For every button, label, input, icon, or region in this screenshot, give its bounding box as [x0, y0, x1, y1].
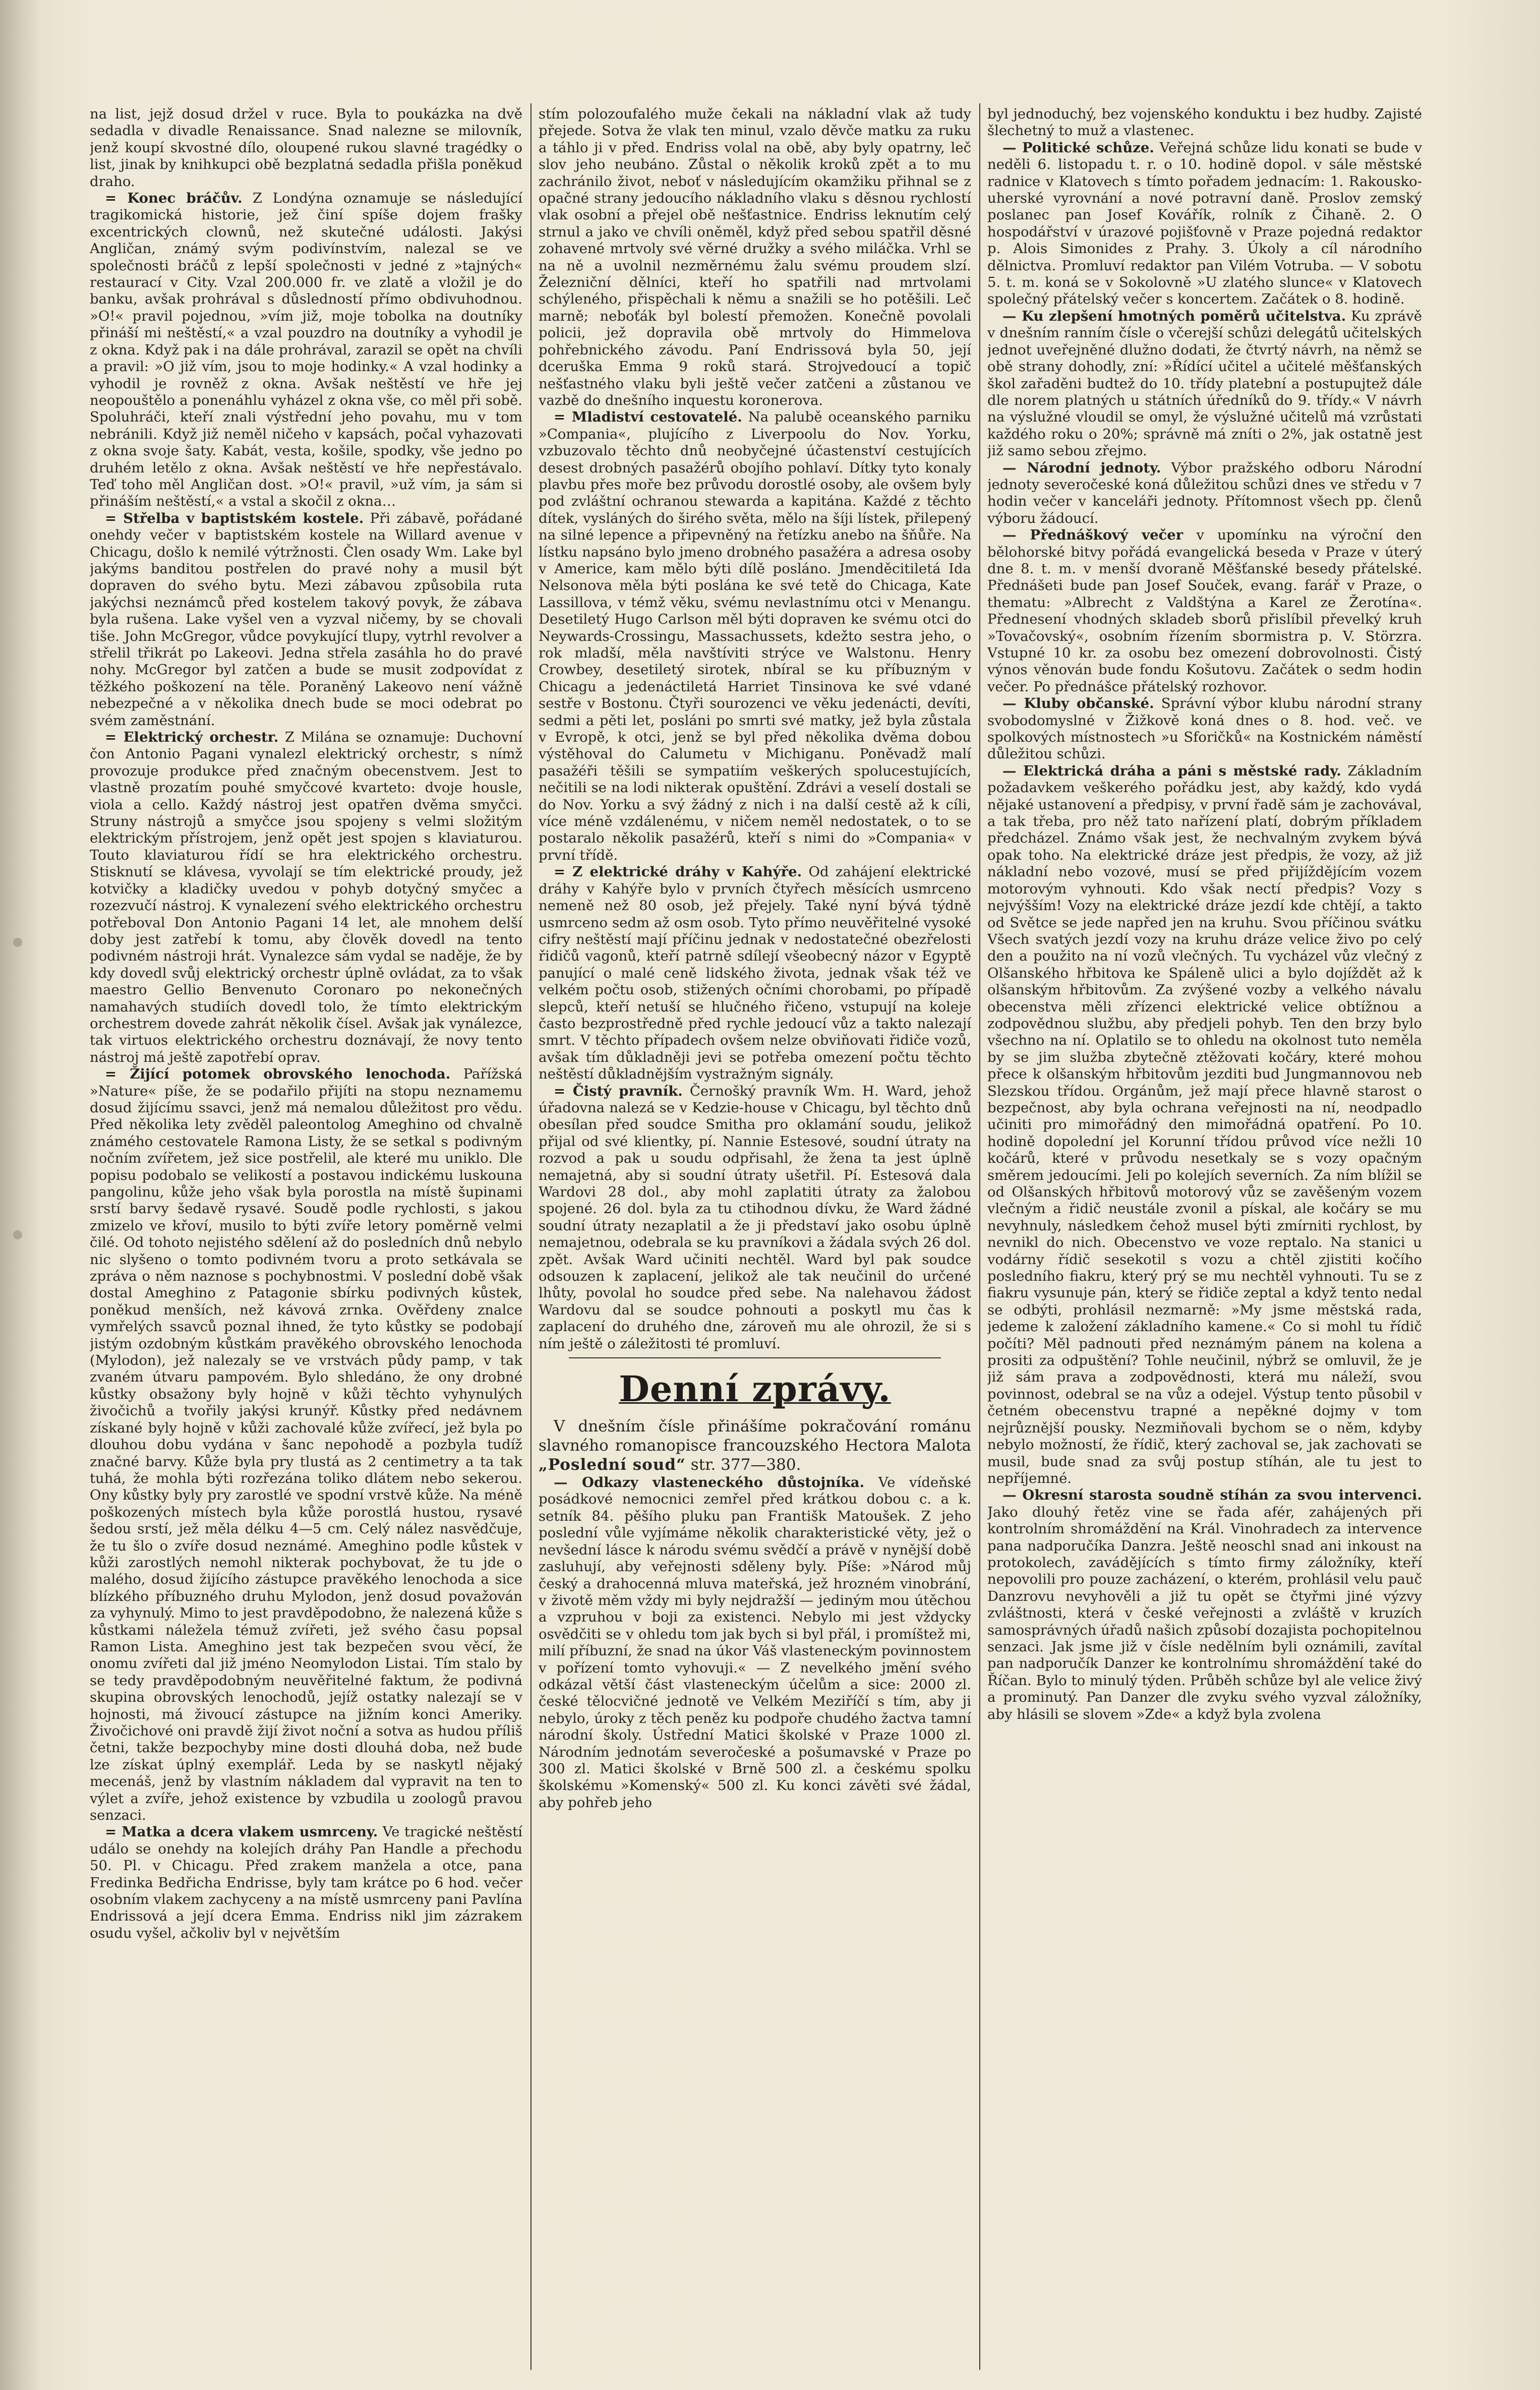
article-text: Pařížská »Nature« píše, že se podařilo přijíti na stopu neznamemu dosud žijícímu ssavci, jenž má nemalou důležitost pro vědu. Před několika lety zvěděl paleontolog Ameghino od chvalně známého cestovatele Ramona Listy, že se setkal s podivným nočním zvířetem, jež sice postřelil, ale které mu uniklo. Dle popisu podobalo se velikostí a postavou indickému luskouna pangolinu, kůže jeho však byla porostla na místě šupinami srstí barvy šedavě rysavé. Soudě podle rychlosti, s jakou zmizelo ve křoví, musilo to býti zvíře letory poměrně velmi čilé. Od tohoto nejistého sdělení až do posledních dnů nebylo nic slyšeno o tomto podivném tvoru a proto setkávala se zpráva o něm naznose s pochybnostmi. V poslední době však dostal Ameghino z Patagonie sbírku podivných kůstek, poněkud menších, než kávová zrnka. Ověřdeny znalce vymřelých ssavců poznal ihned, že tyto kůstky se podobají jistým ozdobným kůstkám pravěkého obrovského lenochoda (Mylodon), jež nalezaly se ve vrstvách půdy pamp, v tak zvaném útvaru pampovém. Bylo shledáno, že ony drobné kůstky obsažony byly hojně v kůži těchto vyhynulých živočichů a tvořily jakýsi krunýř. Kůstky před nedávnem získané byly hojně v kůži zachovalé kůže zvířecí, jež byla po dlouhou dobu vydána v šanc nepohodě a pozbyla tudíž značné barvy. Kůže byla pry tlustá as 2 centimetry a ta tak tuhá, že mohla býti rozřezána toliko dlátem nebo sekerou. Ony kůstky byly pry zarostlé ve spodní vrstvě kůže. Na méně poškozených místech byla kůže porostlá hustou, rysavé šedou srstí, jež měla délku 4—5 cm. Celý nález nasvědčuje, že tu šlo o zvíře dosud neznámé. Ameghino podle kůstek v kůži zarostlých nemohl nikterak pochybovat, že tu jde o malého, dosud žijícího zástupce pravěkého lenochoda a sice blízkého příbuzného druhu Mylodon, jenž dosud považován za vyhynulý. Mimo to jest pravděpodobno, že nalezená kůže s kůstkami náležela témuž zvířeti, jež svého času popsal Ramon Lista. Ameghino jest tak bezpečen svou věcí, že onomu zvířeti dal již jméno Neomylodon Listai. Tím stalo by se tedy pravděpodobným neuvěřitelné faktum, že podivná skupina obrovských lenochodů, jejíž ostatky nalezají se v hojnosti, má živoucí zástupce na jižním konci Ameriky. Živočichové oni pravdě žijí život noční a sotva as hudou příliš četni, takže bezpochyby mine dosti dlouhá doba, než bude lze získat úplný exemplář. Leda by se naskytl nějaký mecenáš, jenž by vlastním nákladem dal vypravit na ten to výlet a zvíře, jehož existence by vzbudila u zoologů pravou senzaci.: [90, 1066, 522, 1824]
article-headline: — Odkazy vlasteneckého důstojníka.: [554, 1474, 865, 1491]
article-headline: = Žijící potomek obrovského lenochoda.: [105, 1066, 451, 1083]
binding-hole: [13, 938, 22, 947]
article-continuation: [539, 106, 971, 409]
news-article: [90, 1824, 522, 1942]
article-text: stím polozoufalého muže čekali na nákladní vlak až tudy přejede. Sotva že vlak ten minul, vzalo děvče matku za ruku a táhlo ji v před. Endriss volal na obě, aby byly opatrny, leč slov jeho neubáno. Zůstal o několik kroků zpět a to mu zachránilo život, neboť v následujícím okamžiku přihnal se z opačné strany jedoucího nákladního vlaku s děsnou rychlostí vlak osobní a přejel obě nešťastnice. Endriss leknutím celý strnul a jako ve chvíli oněměl, když před sebou spatřil děsné zohavené mrtvoly své věrné družky a svého miláčka. Vrhl se na ně a uvolnil nezměrnému žalu svému proudem slzí. Železniční dělníci, kteří ho spatřili nad mrtvolami schýleného, přispěchali k němu a snažili se ho potěšili. Leč marně; neboťák byl bolestí přemožen. Konečně povolali policii, jež dopravila obě mrtvoly do Himmelova pohřebnického závodu. Paní Endrissová byla 50, její dceruška Emma 9 roků stará. Strojvedoucí a topič nešťastného vlaku byli ještě večer zatčeni a zůstanou ve vazbě do dnešního inquestu koronerova.: [539, 106, 971, 408]
article-text: Veřejná schůze lidu konati se bude v neděli 6. listopadu t. r. o 10. hodině dopol. v sále městské radnice v Klatovech s tímto pořadem jednacím: 1. Rakousko-uherské vyrovnání a nové potravní daně. Proslov zemský poslanec pan Josef Kovářík, rolník z Čihaně. 2. O hospodářství v úrazové pojišťovně v Praze pojedná redaktor p. Alois Simonides z Prahy. 3. Úkoly a cíl národního dělnictva. Promluví redaktor pan Vilém Votruba. — V sobotu 5. t. m. koná se v Sokolovně »U zlatého slunce« v Klatovech společný přátelský večer s koncertem. Začátek o 8. hodině.: [987, 139, 1422, 308]
section-divider: [569, 1357, 941, 1358]
article-text: Ku zprávě v dnešním ranním čísle o včerejší schůzi delegátů učitelských jednot uveřejněné dlužno dodati, že čtvrtý návrh, na němž se obě strany dohodly, zní: »Řídící učitel a učitelé měšťanských škol zařaděni budtež do 10. třídy platební a postupujtež dále dle norem platných u státních úředníků do 9. třídy.« V návrh na výslužné vloudil se omyl, že výslužné učitelů má vzrůstati každého roku o 20%; správně má zníti o 2%, jak ostatně jest již samo sebou zřejmo.: [987, 308, 1422, 459]
article-headline: — Kluby občanské.: [1002, 695, 1154, 712]
article-headline: = Čistý pravník.: [554, 1083, 683, 1099]
article-text: Ve vídeňské posádkové nemocnici zemřel před krátkou dobou c. a k. setník 84. pěšího pluku pan Františk Matoušek. Z jeho poslední vůle vyjímáme několik charakteristické věty, jež o nevšední lásce k národu svému svědčí a právě v nynější době zasluhují, aby veřejnosti sděleny byly. Píše: »Národ můj český a drahocenná mluva mateřská, jež hrozném vinobrání, v životě měm vždy mi byly nejdražší — jediným mou útěchou a vzpruhou v boji za existenci. Nebylo mi jest vždycky osvědčiti se v ohledu tom jak bych si byl přál, i promíštež mi, milí příbuzní, že snad na úkor Váš vlasteneckým povinnostem v pořízení tomto vyhovuji.« — Z nevelkého jmění svého odkázal větší část vlasteneckým účelům a sice: 2000 zl. české tělocvičné jednotě ve Velkém Meziříčí s tím, aby ji nebylo, úroky z těch peněz ku podpoře chudého žactva tamní národní školy. Ústřední Matici školské v Praze 1000 zl. Národním jednotám severočeské a pošumavské v Praze po 300 zl. Matici školské v Brně 500 zl. a českému spolku školskému »Komenský« 500 zl. Ku konci závěti své žádal, aby pohřeb jeho: [539, 1474, 971, 1811]
text-column-2: [539, 106, 971, 2370]
article-text: na list, jejž dosud držel v ruce. Byla to poukázka na dvě sedadla v divadle Renaissance. Snad nalezne se milovník, jenž koupí skvostné dílo, oloupené rukou slavné tragédky o list, jinak by knihkupci obě bezplatná sedadla přišla poněkud draho.: [90, 106, 522, 190]
article-headline: — Ku zlepšení hmotných poměrů učitelstva.: [1002, 308, 1346, 324]
article-text: Černošký pravník Wm. H. Ward, jehož úřadovna nalezá se v Kedzie-house v Chicagu, byl těchto dnů obesílan před soudce Smitha pro oklamání soudu, jelikož přijal od své klientky, pí. Nannie Estesové, soudní útraty na rozvod a pak u soudu odpřisahl, že žena ta jest úplně nemajetná, aby si soudní útraty ušetřil. Pí. Estesová dala Wardovi 28 dol., aby mohl zaplatiti útraty za žalobou spojené. 26 dol. byla za tu ctihodnou dívku, že Ward žádné soudní útraty nezaplatil a že ji představí jako osobu úplně nemajetnou, odebrala se ku pravníkovi a žádala svých 26 dol. zpět. Avšak Ward učiniti nechtěl. Ward byl pak soudce odsouzen k zaplacení, jelikož ale tak neučinil do určené lhůty, povolal ho soudce před sebe. Na nalehavou žádost Wardovu dal se soudce pohnouti a poskytl mu čas k zaplacení do druhého dne, zároveň mu ale ohrozil, že si s ním ještě o záležitosti té promluví.: [539, 1083, 971, 1352]
column-rule: [979, 103, 980, 2370]
article-text: Základním požadavkem veškerého pořádku jest, aby každý, kdo vydá nějaké ustanovení a předpisy, v první řadě sám je zachovával, a tak třeba, pro něž tato nařízení platí, dobrým příkladem předcházel. Známo však jest, že nechvalným zvykem bývá opak toho. Na elektrické dráze jest předpis, že vozy, až již nákladní nebo vozové, musí se před přijíždějícím vozem motorovým vyhnouti. Kdo však nectí předpis? Vozy s nejvýšším! Vozy na elektrické dráze jezdí kde chtějí, a takto od Světce se jede napřed jen na kruhu. Svou příčinou svátku Všech svatých jezdí vozy na kruhu dráze velice živo po celý den a použito na ní vozů vlečných. Tu vycházel vůz vlečný z Olšanského hřbitova ke Spáleně ulici a bylo dojíždět až k olšanským hřbitovům. Za zvýšené vozby a velkého návalu obecenstva měli zřízenci elektrické velice obtížnou a zodpovědnou službu, aby předjeli pohyb. Ten den brzy bylo všechno na ní. Oplatilo se to ohledu na okolnost tuto neměla by se jim služba zbytečně ztěžovati kočáry, které mohou přece k olšanským hřbitovům jezditi bud Jungmannovou neb Slezskou třídou. Orgánům, jež mají přece hlavně starost o bezpečnost, aby byla ochrana veřejnosti na ní, neodpadlo učiniti pro mimořádný den mimořádná opatření. Po 10. hodině dopolední jel Korunní třídou průvod více nežli 10 kočárů, které v průvodu nesetkaly se s vozy opačným směrem jedoucími. Jeli po kolejích severních. Za ním blížil se od Olšanských hřbitovů motorový vůz se zavěšeným vozem vlečným a řidič neustále zvonil a pískal, ale kočáry se mu nevyhnuly, následkem čehož musel býti zmírniti rychlost, by nevnikl do nich. Obecenstvo ve voze reptalo. Na stanici u vodárny řídič sesekotil s vozu a chtěl zjistiti kočího posledního fiakru, který prý se mu nechtěl vyhnouti. Tu se z fiakru vysunuje pán, který se řidiče zeptal a když tento nedal se odbýti, prohlásil nezmarně: »My jsme městská rada, jedeme k založení základního kamene.« Co si mohl tu řídič počíti? Měl padnouti před neznámým pánem na kolena a prositi za odpuštění? Tohle neučinil, nýbrž se omluvil, že je již sám prava a zodpovědnosti, která mu náleží, svou povinnost, odebral se na vůz a odejel. Výstup tento působil v četném obecenstvu trapné a nepěkné dojmy v tom nejrůznější pousky. Nezmiňovali bychom se o něm, kdyby nebylo možností, že řídič, který zachoval se, jak zachovati se musil, bude snad za svůj postup stíhán, ale tu jest to nepříjemné.: [987, 762, 1422, 1486]
news-article: [90, 1066, 522, 1824]
news-article: [539, 864, 971, 1083]
article-headline: — Elektrická dráha a páni s městské rady.: [1002, 762, 1341, 779]
page-binding-edge: [0, 0, 39, 2390]
news-article: [987, 460, 1422, 527]
news-article: [987, 527, 1422, 695]
news-article: [987, 308, 1422, 460]
news-article: [987, 140, 1422, 308]
article-headline: = Z elektrické dráhy v Kahýře.: [554, 864, 802, 880]
article-text: Z Londýna oznamuje se následující tragikomická historie, jež činí spíše dojem frašky excentrických clownů, než skutečné události. Jakýsi Angličan, známý svým podivínstvím, nalezal se ve společnosti bráčů z lepší společnosti v jedné z »tajných« restaurací v City. Vzal 200.000 fr. ve zlatě a vložil je do banku, avšak prohrával s důsledností přímo obdivuhodnou. »O!« pravil pojednou, »vím již, moje tobolka na doutníky přináší mi neštěstí,« a vzal pouzdro na doutníky a vyhodil je z okna. Když pak i na dále prohrával, zarazil se opět na chvíli a pravil: »O již vím, jsou to moje hodinky.« A vzal hodinky a vyhodil je rovněž z okna. Avšak neštěstí ve hře jej neopouštělo a ponenáhlu vyházel z okna vše, co měl při sobě. Spoluhráči, kteří znali výstřední jeho povahu, mu v tom nebránili. Když již neměl ničeho v kapsách, počal vyhazovati z okna svoje šaty. Kabát, vesta, košile, spodky, vše jedno po druhém letělo z okna. Avšak neštěstí ve hře nepřestávalo. Teď toho měl Angličan dost. »O!« pravil, »už vím, ja sám si přináším neštěstí,« a vstal a skočil z okna…: [90, 190, 522, 510]
news-article: [987, 763, 1422, 1487]
article-text: Jako dlouhý řetěz vine se řada afér, zahájených při kontrolním shromáždění na Král. Vinohradech za intervence pana nadporučíka Danzra. Ještě neoschl snad ani inkoust na protokolech, zavádějících s tímto firmy záložníky, kteří nepovolili pro pouze zacházení, o kterém, prohlásil velu pauč Danzrovu nevyhověli a již tu opět se čtyřmi jiné výzvy zvláštnosti, která v české veřejnosti a zvláště v kruzích samosprávných úřadů našich způsobí dozajista pochopitelnou senzaci. Jak jsme již v čísle nedělním byli oznámili, zavítal pan nadporučík Danzer ke kontrolnímu shromáždění také do Říčan. Bylo to minulý týden. Průběh schůze byl ale velice živý a prominutý. Pan Danzer dle zvyku svého vyzval záložníky, aby hlásili se slovem »Zde« a když byla zvolena: [987, 1504, 1422, 1722]
article-text: Z Milána se oznamuje: Duchovní čon Antonio Pagani vynalezl elektrický orchestr, s nímž provozuje produkce před značným obecenstvem. Jest to vlastně prozatím pouhé smyčcové kvarteto: dvoje housle, viola a cello. Každý nástroj jest opatřen dvěma smyčci. Struny nástrojů a smyčce jsou spojeny s velmi složitým elektrickým přístrojem, jenž opět jest spojen s klaviaturou. Touto klaviaturou řídí se hra elektrického orchestru. Stisknutí se klávesa, vyvolají se tím elektrické proudy, jež kotvičky a kladičky uvedou v pohyb dotyčný smyčec a rozezvučí nástroj. K vynalezení svého elektrického orchestru potřeboval Don Antonio Pagani 14 let, ale mnohem delší doby jest zatřebí k tomu, aby člověk dovedl na tento podivném nástroji hrát. Vynalezce sám vydal se naděje, že by kdy dovedl svůj elektrický orchestr úplně ovládat, za to však maestro Gellio Benvenuto Coronaro po nekonečných namahavých studiích dovedl tolo, že tímto elektrickým orchestrem dovede zahrát několik čísel. Avšak jak vynálezce, tak virtuos elektrického orchestru doznávají, že novy tento nástroj má ještě zapotřebí oprav.: [90, 729, 522, 1065]
news-article: [987, 1487, 1422, 1723]
article-continuation: [987, 106, 1422, 140]
article-text: Výbor pražského odboru Národní jednoty severočeské koná důležitou schůzi dnes ve středu v 7 hodin večer v kanceláři jednoty. Přítomnost všech pp. členů výboru žádoucí.: [987, 459, 1422, 526]
novel-pages: str. 377—380.: [685, 1456, 801, 1474]
article-text: v upomínku na výroční den bělohorské bitvy pořádá evangelická beseda v Praze v úterý dne 8. t. m. v menší dvoraně Měšťanské besedy přátelské. Přednášeti bude pan Josef Souček, evang. farář v Praze, o thematu: »Albrecht z Valdštýna a Karel ze Žerotína«. Přednesení vhodných skladeb sborů přislíbil převelký kruh »Tovačovský«, osobním řízením sbormistra p. V. Störzra. Vstupné 10 kr. za osobu bez omezení dobrovolnosti. Čistý výnos věnován bude fondu Košutovu. Začátek o sedm hodin večer. Po přednášce přátelský rozhovor.: [987, 527, 1422, 695]
article-headline: = Konec bráčův.: [105, 190, 243, 207]
article-text: Od zahájení elektrické dráhy v Kahýře bylo v prvních čtyřech měsících usmrceno nemeně než 80 osob, jež přejely. Také nyní bývá týdně usmrceno sedm až osm osob. Tyto přímo neuvěřitelné vysoké cifry neštěstí mají příčinu jednak v nedostatečné obezřelosti řidičů vagonů, kteří patrně sdílejí všeobecný názor v Egyptě panující o malé ceně lidského života, jednak však též ve velkém počtu osob, stižených očními chorobami, po případě slepců, kteří netuší se hlučného řičeno, vstupují na koleje často bezprostředně před rychle jedoucí vůz a takto nalezají smrt. V těchto případech ovšem nelze obviňovati řidiče vozů, avšak tím důkladněji jevi se potřeba omezení počtu těchto neštěstí důkladnějším vystražným signály.: [539, 864, 971, 1083]
news-article: [90, 729, 522, 1066]
article-text: Správní výbor klubu národní strany svobodomyslné v Žižkově koná dnes o 8. hod. več. ve spolkových místnostech »u Sforičků« na Kostnickém náměstí důležitou schůzi.: [987, 695, 1422, 762]
article-headline: = Elektrický orchestr.: [105, 729, 279, 746]
article-continuation: [90, 106, 522, 190]
binding-hole: [13, 1230, 22, 1239]
text-column-3: [987, 106, 1422, 2370]
article-text: Na palubě oceanského parniku »Compania«, plujícího z Liverpoolu do Nov. Yorku, vzbuzovalo těchto dnů neobyčejné účastenství cestujících desest drobných pasažérů obojího pohlaví. Dítky tyto konaly plavbu přes moře bez průvodu dorostlé osoby, ale ovšem byly pod zvláštní ochranou stewarda a kapitána. Každé z těchto dítek, vysláných do širého světa, mělo na šíji lístek, přilepený na silné lepence a připevněný na řetízku anebo na šňůře. Na lístku napsáno bylo jmeno drobného pasažéra a adresa osoby v Americe, kam mělo býti dílě posláno. Jmenděcitiletá Ida Nelsonova měla býti poslána ke své tetě do Chicaga, Kate Lassillova, v témž věku, svému nevlastnímu otci v Menangu. Desetiletý Hugo Carlson měl býti dopraven ke svému otci do Neywards-Crossingu, Massachussets, kdežto sestra jeho, o rok mladší, měla navštíviti strýce ve Walstonu. Henry Crowbey, desetiletý sirotek, nbíral se ku příbuzným v Chicagu a jedenáctiletá Harriet Tinsinova ke své vdané sestře v Bostonu. Čtyři sourozenci ve věku jedenácti, devíti, sedmi a pěti let, posláni po smrti své matky, jež byla zůstala v Evropě, k otci, jenž se byl před několika dvěma dobou výstěhoval do Calumetu v Michiganu. Poněvadž malí pasažéři těšili se sympatiím veškerých spolucestujících, nečitili se na lodi nikterak opuštění. Zdrávi a veselí dostali se do Nov. Yorku a svý žádný z nich i na další cestě až k cíli, více méně vzdálenému, v ničem neměl nedostatek, o to se postaralo několik pasažérů, kteří s nimi do »Compania« v první třídě.: [539, 409, 971, 863]
article-headline: — Národní jednoty.: [1002, 459, 1161, 476]
article-headline: = Matka a dcera vlakem usmrceny.: [105, 1824, 378, 1840]
section-title: Denní zprávy.: [619, 1368, 891, 1410]
novel-notice-text: V dnešním čísle přinášíme pokračování románu slavného romanopisce francouzského Hectora Malota: [539, 1417, 971, 1455]
column-2-bottom-articles: [539, 1474, 971, 1811]
article-headline: — Politické schůze.: [1002, 139, 1154, 156]
news-article: [539, 409, 971, 864]
article-text: Ve tragické neštěstí událo se onehdy na kolejích dráhy Pan Handle a přechodu 50. Pl. v Chicagu. Před zrakem manžela a otce, pana Fredinka Bedřicha Endrisse, byly tam krátce po 6 hod. večer osobním vlakem zachyceny a na místě usmrceny pani Pavlína Endrissová a její dcera Emma. Endriss nikl jim zázrakem osudu vyšel, ačkoliv byl v největším: [90, 1824, 522, 1941]
novel-notice: [539, 1417, 971, 1474]
article-headline: = Střelba v baptistském kostele.: [105, 510, 364, 526]
news-article: [539, 1474, 971, 1811]
news-article: [90, 510, 522, 729]
article-headline: — Přednáškový večer: [1002, 527, 1183, 544]
news-article: [987, 695, 1422, 763]
article-headline: — Okresní starosta soudně stíhán za svou intervenci.: [1002, 1487, 1422, 1504]
text-column-1: [90, 106, 522, 2370]
article-text: byl jednoduchý, bez vojenského konduktu i bez hudby. Zajisté šlechetný to muž a vlastenec.: [987, 106, 1422, 139]
news-article: [90, 190, 522, 510]
article-headline: = Mladiství cestovatelé.: [554, 409, 742, 426]
novel-title: „Poslední soud“: [539, 1456, 686, 1474]
article-text: Při zábavě, pořádané onehdy večer v baptistském kostele na Willard avenue v Chicagu, došlo k nemilé výtržnosti. Člen osady Wm. Lake byl jakýms banditou postřelen do pravé nohy a musil být dopraven do svého bytu. Mezi zábavou způsobila ruta jakýchsi neznámců před kostelem takový povyk, že zábava byla rušena. Lake vyšel ven a vyzval ničemy, by se chovali tiše. John McGregor, vůdce povykující tlupy, vytrhl revolver a střelil třikrát po Lakeovi. Jedna střela zasáhla ho do pravé nohy. McGregor byl zatčen a bude se musit zodpovídat z těžkého poškození na těle. Poraněný Lakeovo není vážně nebezpečné a v několika dnech bude se moci odebrat po svém zaměstnání.: [90, 510, 522, 729]
column-2-top-articles: [539, 106, 971, 1352]
news-article: [539, 1083, 971, 1353]
column-rule: [530, 103, 531, 2370]
